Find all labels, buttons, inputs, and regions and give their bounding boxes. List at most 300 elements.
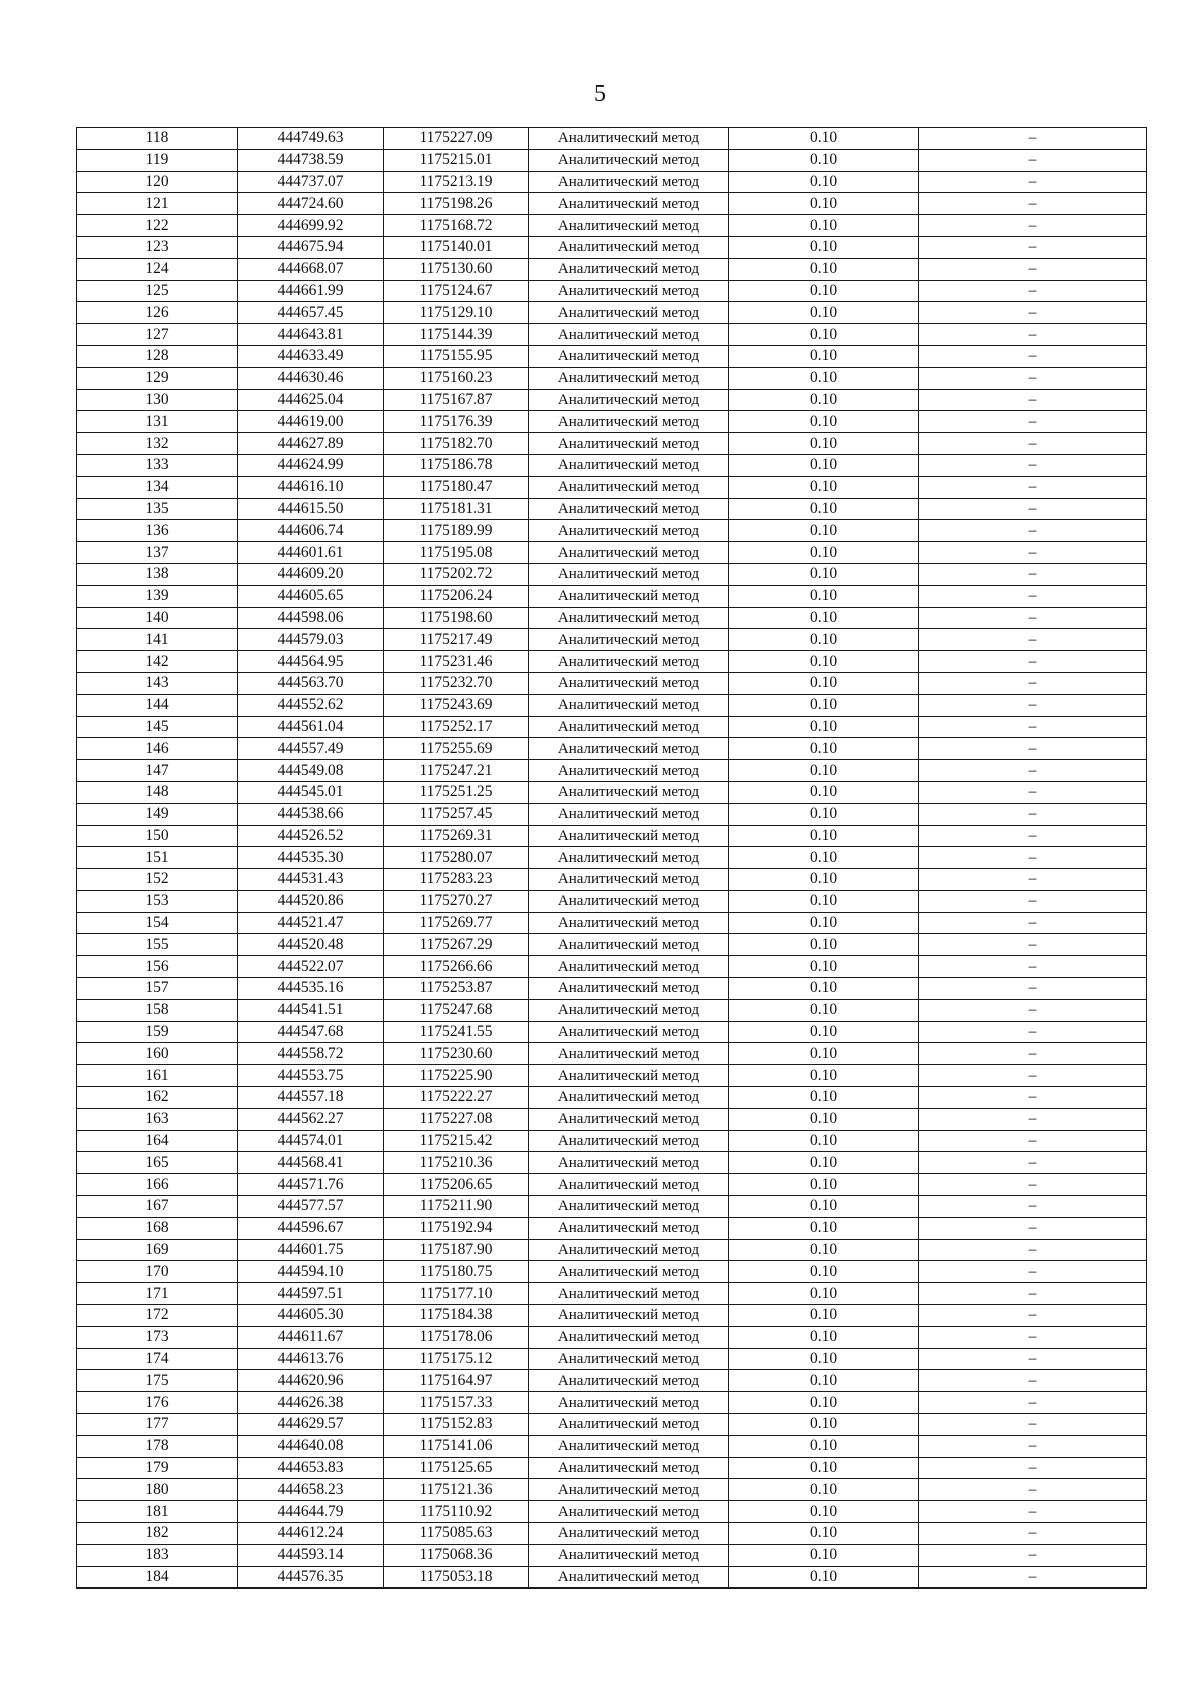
x-coordinate-cell: 444613.76 xyxy=(238,1348,384,1370)
y-coordinate-cell: 1175167.87 xyxy=(384,389,529,411)
x-coordinate-cell: 444561.04 xyxy=(238,716,384,738)
note-cell: – xyxy=(919,280,1147,302)
y-coordinate-cell: 1175202.72 xyxy=(384,563,529,585)
x-coordinate-cell: 444605.65 xyxy=(238,585,384,607)
x-coordinate-cell: 444571.76 xyxy=(238,1174,384,1196)
accuracy-cell: 0.10 xyxy=(729,1501,919,1523)
method-cell: Аналитический метод xyxy=(529,672,729,694)
y-coordinate-cell: 1175222.27 xyxy=(384,1087,529,1109)
note-cell: – xyxy=(919,215,1147,237)
note-cell: – xyxy=(919,738,1147,760)
accuracy-cell: 0.10 xyxy=(729,760,919,782)
accuracy-cell: 0.10 xyxy=(729,1152,919,1174)
table-row xyxy=(77,258,1147,280)
point-number-cell: 168 xyxy=(77,1217,238,1239)
coordinates-table xyxy=(76,127,1147,1589)
accuracy-cell: 0.10 xyxy=(729,1283,919,1305)
table-row xyxy=(77,345,1147,367)
x-coordinate-cell: 444658.23 xyxy=(238,1479,384,1501)
point-number-cell: 180 xyxy=(77,1479,238,1501)
accuracy-cell: 0.10 xyxy=(729,999,919,1021)
x-coordinate-cell: 444601.75 xyxy=(238,1239,384,1261)
point-number-cell: 170 xyxy=(77,1261,238,1283)
table-row xyxy=(77,563,1147,585)
accuracy-cell: 0.10 xyxy=(729,890,919,912)
note-cell: – xyxy=(919,1087,1147,1109)
note-cell: – xyxy=(919,1479,1147,1501)
accuracy-cell: 0.10 xyxy=(729,345,919,367)
y-coordinate-cell: 1175164.97 xyxy=(384,1370,529,1392)
y-coordinate-cell: 1175140.01 xyxy=(384,236,529,258)
note-cell: – xyxy=(919,1566,1147,1588)
method-cell: Аналитический метод xyxy=(529,389,729,411)
table-row xyxy=(77,1392,1147,1414)
y-coordinate-cell: 1175187.90 xyxy=(384,1239,529,1261)
table-row xyxy=(77,1523,1147,1545)
accuracy-cell: 0.10 xyxy=(729,1435,919,1457)
note-cell: – xyxy=(919,367,1147,389)
x-coordinate-cell: 444563.70 xyxy=(238,672,384,694)
method-cell: Аналитический метод xyxy=(529,1283,729,1305)
x-coordinate-cell: 444657.45 xyxy=(238,302,384,324)
note-cell: – xyxy=(919,1370,1147,1392)
table-row xyxy=(77,847,1147,869)
accuracy-cell: 0.10 xyxy=(729,1457,919,1479)
note-cell: – xyxy=(919,563,1147,585)
method-cell: Аналитический метод xyxy=(529,1043,729,1065)
y-coordinate-cell: 1175255.69 xyxy=(384,738,529,760)
table-row xyxy=(77,128,1147,150)
y-coordinate-cell: 1175176.39 xyxy=(384,411,529,433)
note-cell: – xyxy=(919,520,1147,542)
table-row xyxy=(77,803,1147,825)
method-cell: Аналитический метод xyxy=(529,1305,729,1327)
accuracy-cell: 0.10 xyxy=(729,236,919,258)
note-cell: – xyxy=(919,236,1147,258)
point-number-cell: 184 xyxy=(77,1566,238,1588)
x-coordinate-cell: 444643.81 xyxy=(238,324,384,346)
method-cell: Аналитический метод xyxy=(529,236,729,258)
accuracy-cell: 0.10 xyxy=(729,629,919,651)
method-cell: Аналитический метод xyxy=(529,1392,729,1414)
table-row xyxy=(77,1261,1147,1283)
accuracy-cell: 0.10 xyxy=(729,193,919,215)
x-coordinate-cell: 444520.86 xyxy=(238,890,384,912)
y-coordinate-cell: 1175155.95 xyxy=(384,345,529,367)
x-coordinate-cell: 444738.59 xyxy=(238,149,384,171)
y-coordinate-cell: 1175213.19 xyxy=(384,171,529,193)
y-coordinate-cell: 1175175.12 xyxy=(384,1348,529,1370)
table-row xyxy=(77,1566,1147,1588)
accuracy-cell: 0.10 xyxy=(729,302,919,324)
y-coordinate-cell: 1175152.83 xyxy=(384,1414,529,1436)
y-coordinate-cell: 1175215.01 xyxy=(384,149,529,171)
x-coordinate-cell: 444644.79 xyxy=(238,1501,384,1523)
method-cell: Аналитический метод xyxy=(529,454,729,476)
method-cell: Аналитический метод xyxy=(529,1435,729,1457)
note-cell: – xyxy=(919,498,1147,520)
y-coordinate-cell: 1175130.60 xyxy=(384,258,529,280)
note-cell: – xyxy=(919,1392,1147,1414)
accuracy-cell: 0.10 xyxy=(729,171,919,193)
point-number-cell: 154 xyxy=(77,912,238,934)
note-cell: – xyxy=(919,171,1147,193)
point-number-cell: 129 xyxy=(77,367,238,389)
x-coordinate-cell: 444562.27 xyxy=(238,1108,384,1130)
note-cell: – xyxy=(919,542,1147,564)
note-cell: – xyxy=(919,1305,1147,1327)
x-coordinate-cell: 444619.00 xyxy=(238,411,384,433)
table-row xyxy=(77,215,1147,237)
point-number-cell: 163 xyxy=(77,1108,238,1130)
note-cell: – xyxy=(919,781,1147,803)
accuracy-cell: 0.10 xyxy=(729,1326,919,1348)
accuracy-cell: 0.10 xyxy=(729,607,919,629)
method-cell: Аналитический метод xyxy=(529,716,729,738)
method-cell: Аналитический метод xyxy=(529,1261,729,1283)
y-coordinate-cell: 1175252.17 xyxy=(384,716,529,738)
y-coordinate-cell: 1175225.90 xyxy=(384,1065,529,1087)
point-number-cell: 164 xyxy=(77,1130,238,1152)
method-cell: Аналитический метод xyxy=(529,934,729,956)
table-row xyxy=(77,1239,1147,1261)
note-cell: – xyxy=(919,1326,1147,1348)
note-cell: – xyxy=(919,258,1147,280)
method-cell: Аналитический метод xyxy=(529,847,729,869)
accuracy-cell: 0.10 xyxy=(729,1392,919,1414)
y-coordinate-cell: 1175247.68 xyxy=(384,999,529,1021)
table-row xyxy=(77,651,1147,673)
method-cell: Аналитический метод xyxy=(529,1370,729,1392)
y-coordinate-cell: 1175129.10 xyxy=(384,302,529,324)
point-number-cell: 177 xyxy=(77,1414,238,1436)
accuracy-cell: 0.10 xyxy=(729,672,919,694)
method-cell: Аналитический метод xyxy=(529,1217,729,1239)
note-cell: – xyxy=(919,411,1147,433)
note-cell: – xyxy=(919,869,1147,891)
accuracy-cell: 0.10 xyxy=(729,956,919,978)
point-number-cell: 130 xyxy=(77,389,238,411)
y-coordinate-cell: 1175182.70 xyxy=(384,433,529,455)
y-coordinate-cell: 1175177.10 xyxy=(384,1283,529,1305)
method-cell: Аналитический метод xyxy=(529,171,729,193)
y-coordinate-cell: 1175157.33 xyxy=(384,1392,529,1414)
method-cell: Аналитический метод xyxy=(529,1065,729,1087)
y-coordinate-cell: 1175227.09 xyxy=(384,128,529,150)
method-cell: Аналитический метод xyxy=(529,694,729,716)
y-coordinate-cell: 1175178.06 xyxy=(384,1326,529,1348)
y-coordinate-cell: 1175124.67 xyxy=(384,280,529,302)
note-cell: – xyxy=(919,716,1147,738)
method-cell: Аналитический метод xyxy=(529,1479,729,1501)
method-cell: Аналитический метод xyxy=(529,825,729,847)
y-coordinate-cell: 1175267.29 xyxy=(384,934,529,956)
accuracy-cell: 0.10 xyxy=(729,847,919,869)
note-cell: – xyxy=(919,1217,1147,1239)
y-coordinate-cell: 1175181.31 xyxy=(384,498,529,520)
y-coordinate-cell: 1175269.31 xyxy=(384,825,529,847)
method-cell: Аналитический метод xyxy=(529,1174,729,1196)
method-cell: Аналитический метод xyxy=(529,1326,729,1348)
table-row xyxy=(77,433,1147,455)
table-row xyxy=(77,760,1147,782)
point-number-cell: 134 xyxy=(77,476,238,498)
y-coordinate-cell: 1175192.94 xyxy=(384,1217,529,1239)
method-cell: Аналитический метод xyxy=(529,367,729,389)
note-cell: – xyxy=(919,1239,1147,1261)
accuracy-cell: 0.10 xyxy=(729,781,919,803)
method-cell: Аналитический метод xyxy=(529,629,729,651)
note-cell: – xyxy=(919,651,1147,673)
table-row xyxy=(77,585,1147,607)
point-number-cell: 127 xyxy=(77,324,238,346)
y-coordinate-cell: 1175068.36 xyxy=(384,1544,529,1566)
table-row xyxy=(77,1065,1147,1087)
point-number-cell: 169 xyxy=(77,1239,238,1261)
note-cell: – xyxy=(919,1152,1147,1174)
y-coordinate-cell: 1175230.60 xyxy=(384,1043,529,1065)
point-number-cell: 179 xyxy=(77,1457,238,1479)
x-coordinate-cell: 444597.51 xyxy=(238,1283,384,1305)
accuracy-cell: 0.10 xyxy=(729,1174,919,1196)
accuracy-cell: 0.10 xyxy=(729,1305,919,1327)
table-row xyxy=(77,890,1147,912)
x-coordinate-cell: 444661.99 xyxy=(238,280,384,302)
accuracy-cell: 0.10 xyxy=(729,825,919,847)
point-number-cell: 122 xyxy=(77,215,238,237)
point-number-cell: 151 xyxy=(77,847,238,869)
method-cell: Аналитический метод xyxy=(529,1196,729,1218)
table-row xyxy=(77,193,1147,215)
point-number-cell: 156 xyxy=(77,956,238,978)
x-coordinate-cell: 444640.08 xyxy=(238,1435,384,1457)
y-coordinate-cell: 1175283.23 xyxy=(384,869,529,891)
method-cell: Аналитический метод xyxy=(529,999,729,1021)
note-cell: – xyxy=(919,694,1147,716)
table-row xyxy=(77,324,1147,346)
point-number-cell: 161 xyxy=(77,1065,238,1087)
table-row xyxy=(77,1021,1147,1043)
method-cell: Аналитический метод xyxy=(529,1501,729,1523)
method-cell: Аналитический метод xyxy=(529,215,729,237)
method-cell: Аналитический метод xyxy=(529,738,729,760)
point-number-cell: 158 xyxy=(77,999,238,1021)
table-row xyxy=(77,476,1147,498)
method-cell: Аналитический метод xyxy=(529,1348,729,1370)
x-coordinate-cell: 444541.51 xyxy=(238,999,384,1021)
x-coordinate-cell: 444558.72 xyxy=(238,1043,384,1065)
y-coordinate-cell: 1175141.06 xyxy=(384,1435,529,1457)
table-row xyxy=(77,1370,1147,1392)
table-row xyxy=(77,1414,1147,1436)
y-coordinate-cell: 1175144.39 xyxy=(384,324,529,346)
x-coordinate-cell: 444615.50 xyxy=(238,498,384,520)
method-cell: Аналитический метод xyxy=(529,1523,729,1545)
x-coordinate-cell: 444593.14 xyxy=(238,1544,384,1566)
accuracy-cell: 0.10 xyxy=(729,869,919,891)
accuracy-cell: 0.10 xyxy=(729,912,919,934)
method-cell: Аналитический метод xyxy=(529,302,729,324)
coordinates-table-body xyxy=(77,128,1147,1589)
y-coordinate-cell: 1175227.08 xyxy=(384,1108,529,1130)
y-coordinate-cell: 1175243.69 xyxy=(384,694,529,716)
point-number-cell: 146 xyxy=(77,738,238,760)
accuracy-cell: 0.10 xyxy=(729,476,919,498)
point-number-cell: 150 xyxy=(77,825,238,847)
y-coordinate-cell: 1175231.46 xyxy=(384,651,529,673)
x-coordinate-cell: 444737.07 xyxy=(238,171,384,193)
accuracy-cell: 0.10 xyxy=(729,1261,919,1283)
y-coordinate-cell: 1175266.66 xyxy=(384,956,529,978)
table-row xyxy=(77,912,1147,934)
point-number-cell: 173 xyxy=(77,1326,238,1348)
table-row xyxy=(77,498,1147,520)
point-number-cell: 149 xyxy=(77,803,238,825)
y-coordinate-cell: 1175198.60 xyxy=(384,607,529,629)
point-number-cell: 139 xyxy=(77,585,238,607)
x-coordinate-cell: 444596.67 xyxy=(238,1217,384,1239)
point-number-cell: 140 xyxy=(77,607,238,629)
point-number-cell: 167 xyxy=(77,1196,238,1218)
x-coordinate-cell: 444576.35 xyxy=(238,1566,384,1588)
note-cell: – xyxy=(919,629,1147,651)
note-cell: – xyxy=(919,345,1147,367)
point-number-cell: 144 xyxy=(77,694,238,716)
point-number-cell: 178 xyxy=(77,1435,238,1457)
note-cell: – xyxy=(919,389,1147,411)
point-number-cell: 145 xyxy=(77,716,238,738)
y-coordinate-cell: 1175168.72 xyxy=(384,215,529,237)
table-row xyxy=(77,1435,1147,1457)
point-number-cell: 126 xyxy=(77,302,238,324)
page-number: 5 xyxy=(594,81,606,107)
method-cell: Аналитический метод xyxy=(529,280,729,302)
table-row xyxy=(77,236,1147,258)
table-row xyxy=(77,1217,1147,1239)
table-row xyxy=(77,1305,1147,1327)
accuracy-cell: 0.10 xyxy=(729,1348,919,1370)
table-row xyxy=(77,825,1147,847)
table-row xyxy=(77,869,1147,891)
table-row xyxy=(77,1196,1147,1218)
x-coordinate-cell: 444629.57 xyxy=(238,1414,384,1436)
method-cell: Аналитический метод xyxy=(529,1108,729,1130)
accuracy-cell: 0.10 xyxy=(729,716,919,738)
accuracy-cell: 0.10 xyxy=(729,498,919,520)
point-number-cell: 138 xyxy=(77,563,238,585)
x-coordinate-cell: 444531.43 xyxy=(238,869,384,891)
x-coordinate-cell: 444627.89 xyxy=(238,433,384,455)
note-cell: – xyxy=(919,890,1147,912)
accuracy-cell: 0.10 xyxy=(729,389,919,411)
point-number-cell: 182 xyxy=(77,1523,238,1545)
method-cell: Аналитический метод xyxy=(529,563,729,585)
point-number-cell: 148 xyxy=(77,781,238,803)
method-cell: Аналитический метод xyxy=(529,324,729,346)
accuracy-cell: 0.10 xyxy=(729,1087,919,1109)
method-cell: Аналитический метод xyxy=(529,890,729,912)
x-coordinate-cell: 444521.47 xyxy=(238,912,384,934)
accuracy-cell: 0.10 xyxy=(729,1217,919,1239)
point-number-cell: 172 xyxy=(77,1305,238,1327)
y-coordinate-cell: 1175232.70 xyxy=(384,672,529,694)
table-row xyxy=(77,367,1147,389)
note-cell: – xyxy=(919,1544,1147,1566)
table-row xyxy=(77,1152,1147,1174)
y-coordinate-cell: 1175215.42 xyxy=(384,1130,529,1152)
y-coordinate-cell: 1175211.90 xyxy=(384,1196,529,1218)
y-coordinate-cell: 1175085.63 xyxy=(384,1523,529,1545)
y-coordinate-cell: 1175241.55 xyxy=(384,1021,529,1043)
point-number-cell: 166 xyxy=(77,1174,238,1196)
x-coordinate-cell: 444526.52 xyxy=(238,825,384,847)
note-cell: – xyxy=(919,1196,1147,1218)
table-row xyxy=(77,1108,1147,1130)
point-number-cell: 137 xyxy=(77,542,238,564)
table-row xyxy=(77,149,1147,171)
y-coordinate-cell: 1175257.45 xyxy=(384,803,529,825)
x-coordinate-cell: 444557.49 xyxy=(238,738,384,760)
note-cell: – xyxy=(919,1414,1147,1436)
method-cell: Аналитический метод xyxy=(529,149,729,171)
method-cell: Аналитический метод xyxy=(529,128,729,150)
note-cell: – xyxy=(919,1348,1147,1370)
note-cell: – xyxy=(919,433,1147,455)
note-cell: – xyxy=(919,1174,1147,1196)
x-coordinate-cell: 444612.24 xyxy=(238,1523,384,1545)
table-row xyxy=(77,302,1147,324)
table-row xyxy=(77,1087,1147,1109)
method-cell: Аналитический метод xyxy=(529,585,729,607)
x-coordinate-cell: 444675.94 xyxy=(238,236,384,258)
y-coordinate-cell: 1175280.07 xyxy=(384,847,529,869)
point-number-cell: 119 xyxy=(77,149,238,171)
note-cell: – xyxy=(919,324,1147,346)
point-number-cell: 120 xyxy=(77,171,238,193)
point-number-cell: 131 xyxy=(77,411,238,433)
y-coordinate-cell: 1175121.36 xyxy=(384,1479,529,1501)
point-number-cell: 162 xyxy=(77,1087,238,1109)
accuracy-cell: 0.10 xyxy=(729,454,919,476)
y-coordinate-cell: 1175186.78 xyxy=(384,454,529,476)
point-number-cell: 159 xyxy=(77,1021,238,1043)
point-number-cell: 128 xyxy=(77,345,238,367)
x-coordinate-cell: 444626.38 xyxy=(238,1392,384,1414)
y-coordinate-cell: 1175251.25 xyxy=(384,781,529,803)
point-number-cell: 123 xyxy=(77,236,238,258)
y-coordinate-cell: 1175125.65 xyxy=(384,1457,529,1479)
table-row xyxy=(77,716,1147,738)
note-cell: – xyxy=(919,760,1147,782)
x-coordinate-cell: 444625.04 xyxy=(238,389,384,411)
accuracy-cell: 0.10 xyxy=(729,978,919,1000)
accuracy-cell: 0.10 xyxy=(729,585,919,607)
point-number-cell: 132 xyxy=(77,433,238,455)
x-coordinate-cell: 444601.61 xyxy=(238,542,384,564)
method-cell: Аналитический метод xyxy=(529,651,729,673)
x-coordinate-cell: 444579.03 xyxy=(238,629,384,651)
note-cell: – xyxy=(919,476,1147,498)
table-row xyxy=(77,1348,1147,1370)
accuracy-cell: 0.10 xyxy=(729,280,919,302)
point-number-cell: 155 xyxy=(77,934,238,956)
x-coordinate-cell: 444535.30 xyxy=(238,847,384,869)
x-coordinate-cell: 444594.10 xyxy=(238,1261,384,1283)
method-cell: Аналитический метод xyxy=(529,476,729,498)
y-coordinate-cell: 1175180.47 xyxy=(384,476,529,498)
method-cell: Аналитический метод xyxy=(529,1544,729,1566)
accuracy-cell: 0.10 xyxy=(729,651,919,673)
